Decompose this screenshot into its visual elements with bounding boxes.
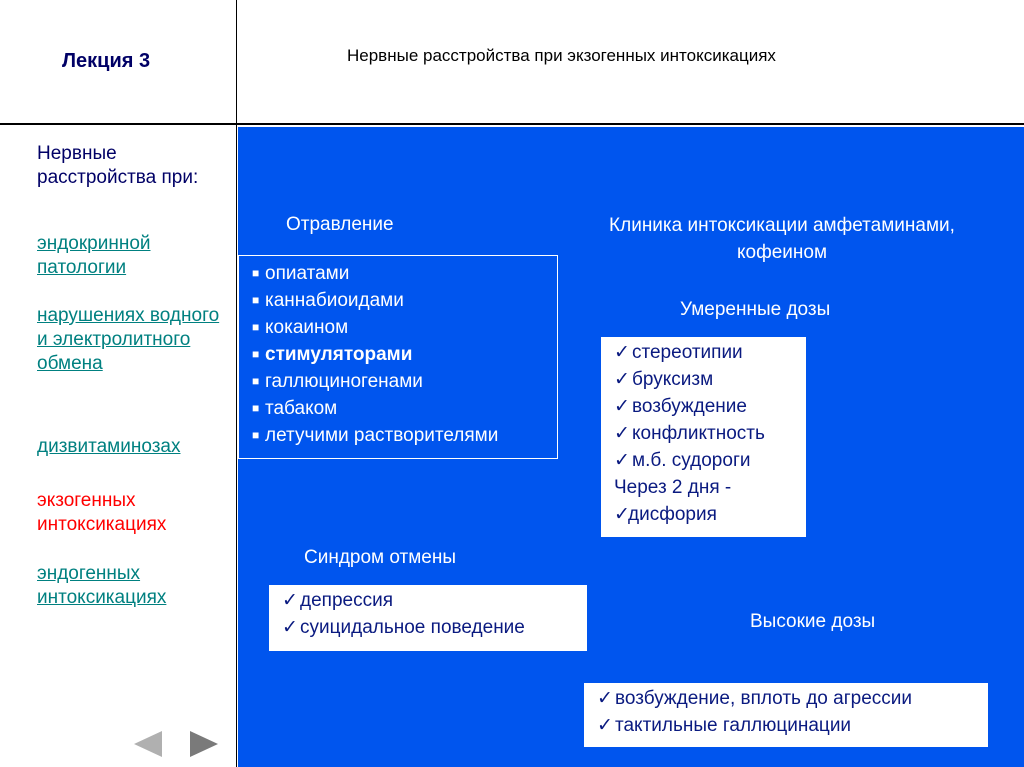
- list-item: ✓ возбуждение: [614, 393, 796, 420]
- list-item: ✓ суицидальное поведение: [282, 614, 577, 641]
- checkmark-icon: ✓: [614, 396, 630, 417]
- square-bullet-icon: ■: [252, 428, 260, 442]
- square-bullet-icon: ■: [252, 347, 260, 361]
- clinic-heading: Клиника интоксикации амфетаминами, кофеином: [609, 215, 955, 263]
- main-content: [238, 127, 1024, 767]
- checkmark-icon: ✓: [597, 715, 613, 736]
- list-item: ■ кокаином: [252, 314, 547, 341]
- arrow-right-icon[interactable]: [190, 731, 218, 757]
- lecture-title: Лекция 3: [62, 50, 151, 72]
- poisoning-heading: Отравление: [286, 214, 394, 235]
- slide-navigation: [134, 727, 224, 757]
- list-item: ■ летучими растворителями: [252, 422, 547, 449]
- withdrawal-heading: Синдром отмены: [304, 547, 457, 568]
- sidebar-link-endogenous[interactable]: эндогенных интоксикациях: [37, 563, 167, 608]
- arrow-left-icon[interactable]: [134, 731, 162, 757]
- moderate-doses-box: [601, 337, 806, 537]
- checkmark-icon: ✓: [614, 504, 630, 525]
- list-item: ✓дисфория: [614, 501, 796, 528]
- square-bullet-icon: ■: [252, 266, 260, 280]
- square-bullet-icon: ■: [252, 401, 260, 415]
- header-left-panel: [0, 0, 237, 125]
- moderate-doses-heading: Умеренные дозы: [680, 299, 831, 320]
- list-item: ✓ стереотипии: [614, 339, 796, 366]
- square-bullet-icon: ■: [252, 293, 260, 307]
- list-item: ✓ тактильные галлюцинации: [597, 712, 978, 739]
- list-item: ✓ конфликтность: [614, 420, 796, 447]
- poisoning-box: [238, 255, 558, 459]
- checkmark-icon: ✓: [282, 617, 298, 638]
- list-item: ✓ депрессия: [282, 587, 577, 614]
- checkmark-icon: ✓: [597, 688, 613, 709]
- list-item: ■ табаком: [252, 395, 547, 422]
- sidebar-link-dysvitaminosis[interactable]: дизвитаминозах: [37, 436, 181, 457]
- checkmark-icon: ✓: [282, 590, 298, 611]
- list-item: ■ галлюциногенами: [252, 368, 547, 395]
- checkmark-icon: ✓: [614, 369, 630, 390]
- header-right-panel: [237, 0, 1024, 125]
- list-item: Через 2 дня -: [614, 477, 732, 498]
- square-bullet-icon: ■: [252, 374, 260, 388]
- checkmark-icon: ✓: [614, 342, 630, 363]
- sidebar-link-water-electrolyte[interactable]: нарушениях водного и электролитного обмена: [37, 305, 220, 374]
- sidebar-heading: Нервные расстройства при:: [37, 143, 199, 188]
- list-item: ■ опиатами: [252, 260, 547, 287]
- list-item: ■ каннабиоидами: [252, 287, 547, 314]
- sidebar-current-exogenous: экзогенных интоксикациях: [37, 490, 167, 535]
- withdrawal-box: [269, 585, 587, 651]
- high-doses-heading: Высокие дозы: [750, 611, 876, 632]
- slide-title: Нервные расстройства при экзогенных интоксикациях: [347, 46, 776, 65]
- list-item: ■ стимуляторами: [252, 341, 547, 368]
- checkmark-icon: ✓: [614, 450, 630, 471]
- checkmark-icon: ✓: [614, 423, 630, 444]
- high-doses-box: [584, 683, 988, 747]
- list-item: ✓ возбуждение, вплоть до агрессии: [597, 685, 978, 712]
- square-bullet-icon: ■: [252, 320, 260, 334]
- sidebar-link-endocrine[interactable]: эндокринной патологии: [37, 233, 151, 278]
- list-item: ✓ бруксизм: [614, 366, 796, 393]
- list-item: ✓ м.б. судороги: [614, 447, 796, 474]
- sidebar: [0, 125, 237, 767]
